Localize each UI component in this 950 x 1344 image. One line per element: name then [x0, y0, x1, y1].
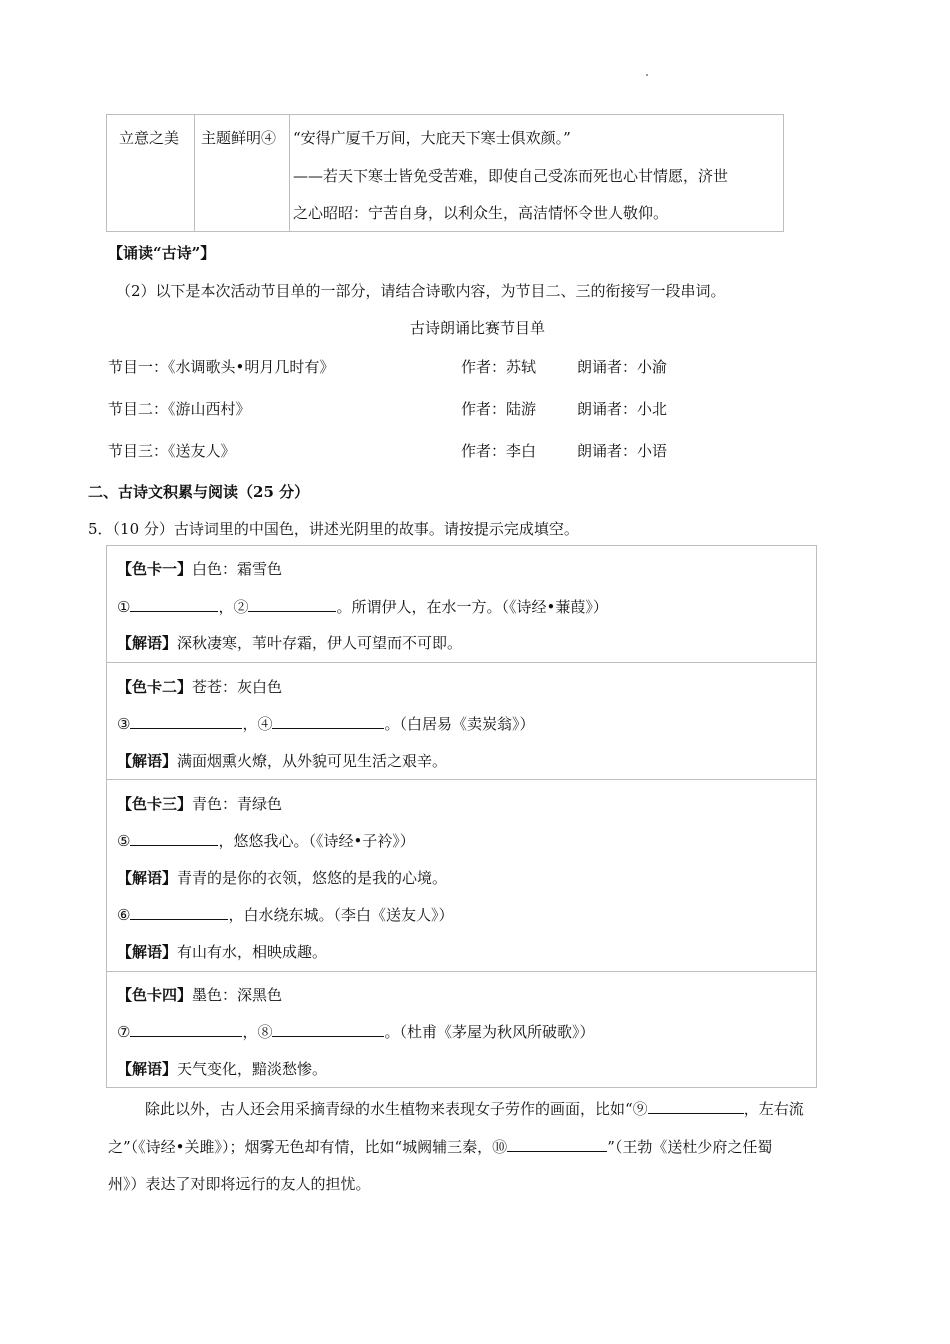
blank-2[interactable] [248, 596, 336, 612]
blank-1-number: ① [117, 598, 131, 616]
card-3-note-1-tag: 【解语】 [117, 869, 178, 887]
card-1-title: 白色：霜雪色 [192, 560, 283, 578]
program-1-reader: 朗诵者：小渝 [577, 358, 668, 376]
program-2-label: 节目二：《游山西村》 [108, 400, 251, 418]
table-cell-category: 立意之美 [119, 129, 180, 147]
theme-table [106, 114, 784, 232]
card-2-note: 满面烟熏火燎，从外貌可见生活之艰辛。 [177, 752, 448, 770]
card-3-title-tag: 【色卡三】 [117, 795, 193, 813]
blank-6-number: ⑥ [117, 906, 131, 924]
paragraph-line-1 [145, 1098, 804, 1119]
card-3-title: 青色：青绿色 [192, 795, 283, 813]
blank-2-number: ，② [218, 598, 249, 616]
card-3-note-1: 青青的是你的衣领，悠悠的是我的心境。 [177, 869, 448, 887]
color-card-3 [106, 779, 817, 972]
blank-8[interactable] [272, 1021, 384, 1037]
card-4-note-tag: 【解语】 [117, 1060, 178, 1078]
blank-1[interactable] [130, 596, 218, 612]
card-2-title-tag: 【色卡二】 [117, 678, 193, 696]
card-3-source-1: ，悠悠我心。（《诗经•子衿》） [218, 832, 415, 850]
program-3-reader: 朗诵者：小语 [577, 442, 668, 460]
card-4-title: 墨色：深黑色 [192, 986, 283, 1004]
table-cell-theme: 主题鲜明④ [201, 129, 277, 147]
blank-6[interactable] [130, 904, 228, 920]
card-3-note-2-tag: 【解语】 [117, 943, 178, 961]
blank-7[interactable] [130, 1021, 242, 1037]
card-3-note-2: 有山有水，相映成趣。 [177, 943, 328, 961]
blank-5[interactable] [130, 830, 218, 846]
blank-3-number: ③ [117, 715, 131, 733]
question-2: （2）以下是本次活动节目单的一部分，请结合诗歌内容，为节目二、三的衔接写一段串词。 [116, 282, 726, 300]
blank-9[interactable] [648, 1098, 744, 1114]
card-4-source: 。（杜甫《茅屋为秋风所破歌》） [384, 1023, 595, 1041]
blank-4[interactable] [272, 713, 384, 729]
card-3-source-2: ，白水绕东城。（李白《送友人》） [228, 906, 454, 924]
color-card-2 [106, 662, 817, 780]
table-cell-explain-line1: ——若天下寒士皆免受苦难，即使自己受冻而死也心甘情愿，济世 [293, 167, 729, 185]
table-divider [289, 115, 290, 231]
blank-3[interactable] [130, 713, 242, 729]
card-4-note: 天气变化，黯淡愁惨。 [177, 1060, 328, 1078]
color-card-1 [106, 545, 817, 663]
program-title: 古诗朗诵比赛节目单 [410, 319, 546, 337]
card-1-title-tag: 【色卡一】 [117, 560, 193, 578]
program-2-author: 作者：陆游 [461, 400, 537, 418]
paragraph-line-3: 州》）表达了对即将远行的友人的担忧。 [108, 1175, 371, 1193]
paragraph-line-2-text: 之”（《诗经•关雎》）；烟雾无色却有情，比如“城阙辅三秦，⑩ [108, 1138, 508, 1156]
paragraph-line-2-tail: ”（王勃《送杜少府之任蜀 [607, 1138, 773, 1156]
page-dot [646, 74, 648, 76]
card-1-note-tag: 【解语】 [117, 634, 178, 652]
program-3-author: 作者：李白 [461, 442, 537, 460]
program-1-author: 作者：苏轼 [461, 358, 537, 376]
table-cell-explain-line2: 之心昭昭：宁苦自身，以利众生，高洁情怀令世人敬仰。 [293, 204, 669, 222]
blank-5-number: ⑤ [117, 832, 131, 850]
program-2-reader: 朗诵者：小北 [577, 400, 668, 418]
color-card-4 [106, 971, 817, 1088]
paragraph-line-1-text: 除此以外，古人还会用采摘青绿的水生植物来表现女子劳作的画面，比如“⑨ [145, 1100, 648, 1118]
table-cell-quote: “安得广厦千万间，大庇天下寒士俱欢颜。” [293, 129, 571, 147]
blank-7-number: ⑦ [117, 1023, 131, 1041]
card-1-source: 。所谓伊人，在水一方。（《诗经•蒹葭》） [336, 598, 608, 616]
blank-10[interactable] [507, 1136, 607, 1152]
card-4-title-tag: 【色卡四】 [117, 986, 193, 1004]
question-5: 5．（10 分）古诗词里的中国色，讲述光阴里的故事。请按提示完成填空。 [88, 520, 579, 538]
paragraph-line-1-tail: ，左右流 [743, 1100, 804, 1118]
recite-heading: 【诵读“古诗”】 [108, 244, 216, 262]
card-2-source: 。（白居易《卖炭翁》） [384, 715, 535, 733]
program-1-label: 节目一：《水调歌头•明月几时有》 [108, 358, 335, 376]
blank-8-number: ，⑧ [242, 1023, 273, 1041]
card-2-note-tag: 【解语】 [117, 752, 178, 770]
section-2-heading: 二、古诗文积累与阅读（25 分） [88, 483, 310, 501]
program-3-label: 节目三：《送友人》 [108, 442, 236, 460]
paragraph-line-2 [108, 1136, 772, 1157]
blank-4-number: ，④ [242, 715, 273, 733]
table-divider [194, 115, 195, 231]
card-1-note: 深秋凄寒，苇叶存霜，伊人可望而不可即。 [177, 634, 463, 652]
card-2-title: 苍苍：灰白色 [192, 678, 283, 696]
